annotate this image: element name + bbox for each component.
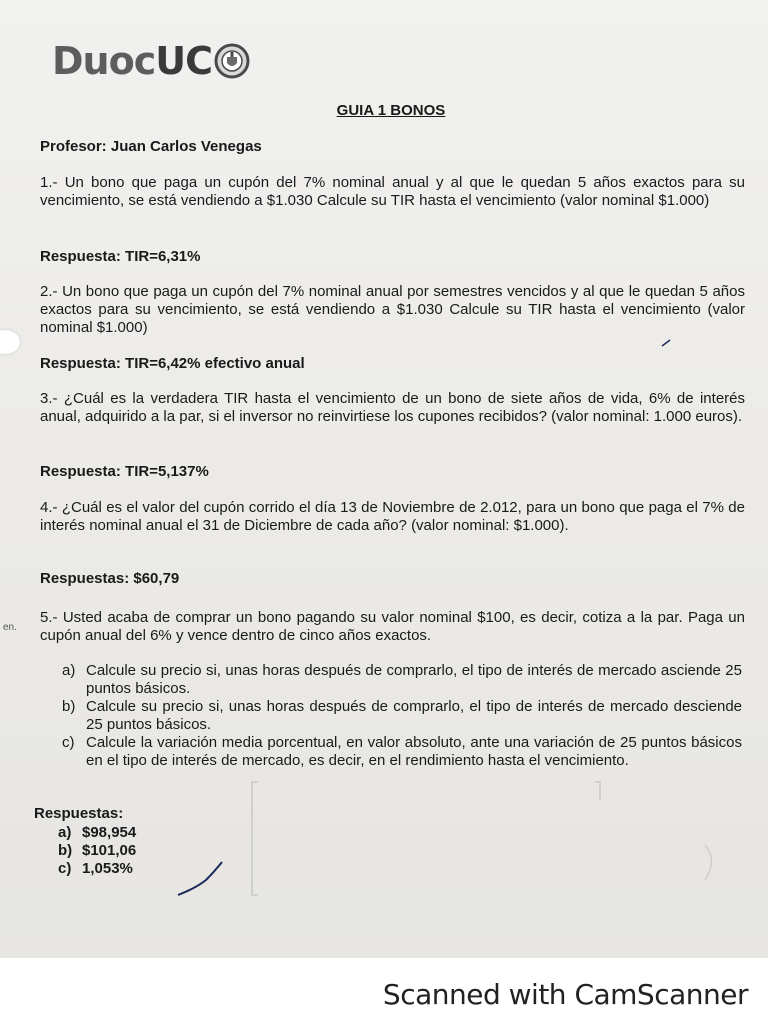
faint-bracket	[252, 782, 258, 895]
response-value: 1,053%	[82, 860, 133, 877]
faint-bracket	[595, 782, 600, 800]
pen-mark	[662, 340, 670, 346]
question-2: 2.- Un bono que paga un cupón del 7% nominal anual por semestres vencidos y al que le quedan 5 años exactos para su vencimiento, se está vendiendo a $1.030 Calcule su TIR hasta el vencimiento (valor nominal $1.000)	[40, 283, 745, 336]
answer-4: Respuestas: $60,79	[40, 570, 180, 587]
question-4: 4.- ¿Cuál es el valor del cupón corrido el día 13 de Noviembre de 2.012, para un bono que paga el 7% de interés nominal anual el 31 de Diciembre de cada año? (valor nominal: $1.000).	[40, 499, 745, 534]
answer-2: Respuesta: TIR=6,42% efectivo anual	[40, 355, 305, 372]
responses-title: Respuestas:	[34, 805, 124, 822]
seal-icon	[214, 43, 250, 79]
question-5-subitems	[62, 662, 742, 770]
question-5: 5.- Usted acaba de comprar un bono pagando su valor nominal $100, es decir, cotiza a la par. Paga un cupón anual del 6% y vence dentro de cinco años exactos.	[40, 609, 745, 644]
answer-1: Respuesta: TIR=6,31%	[40, 248, 201, 265]
professor-line: Profesor: Juan Carlos Venegas	[40, 138, 262, 155]
question-1: 1.- Un bono que paga un cupón del 7% nominal anual y al que le quedan 5 años exactos para su vencimiento, se está vendiendo a $1.030 Calcule su TIR hasta el vencimiento (valor nominal $1.000)	[40, 174, 745, 209]
response-value: $98,954	[82, 824, 137, 841]
responses-list	[58, 824, 136, 878]
subitem-label: a)	[62, 662, 76, 679]
response-label: b)	[58, 842, 73, 859]
scanner-watermark: Scanned with CamScanner	[382, 978, 748, 1011]
subitem-text: Calcule su precio si, unas horas después de comprarlo, el tipo de interés de mercado desciende 25 puntos básicos.	[86, 698, 742, 733]
subitem-text: Calcule su precio si, unas horas después de comprarlo, el tipo de interés de mercado asciende 25 puntos básicos.	[86, 662, 742, 697]
response-b	[58, 842, 136, 860]
subitem-label: c)	[62, 734, 75, 751]
margin-note: en.	[3, 622, 17, 633]
scanner-footer	[0, 958, 768, 1024]
subitem-label: b)	[62, 698, 76, 715]
answer-3: Respuesta: TIR=5,137%	[40, 463, 209, 480]
response-value: $101,06	[82, 842, 137, 859]
punch-hole	[0, 330, 20, 354]
response-label: a)	[58, 824, 72, 841]
response-label: c)	[58, 860, 72, 877]
subitem-b	[62, 698, 742, 734]
subitem-a	[62, 662, 742, 698]
subitem-text: Calcule la variación media porcentual, en valor absoluto, ante una variación de 25 puntos básicos en el tipo de interés de mercado, es decir, en el rendimiento hasta el vencimiento.	[86, 734, 742, 769]
document-title: GUIA 1 BONOS	[336, 102, 446, 119]
question-3: 3.- ¿Cuál es la verdadera TIR hasta el vencimiento de un bono de siete años de vida, 6% de interés anual, adquirido a la par, si el inversor no reinvirtiese los cupones recibidos? (valor nominal: 1.000 euros).	[40, 390, 745, 425]
subitem-c	[62, 734, 742, 770]
duoc-uc-logo	[52, 36, 250, 86]
logo-word-duoc: Duoc	[52, 39, 156, 83]
logo-word-uc: UC	[155, 39, 212, 83]
response-a	[58, 824, 136, 842]
response-c	[58, 860, 136, 878]
checkmark-scribble	[178, 862, 222, 895]
faint-bracket	[705, 845, 712, 880]
